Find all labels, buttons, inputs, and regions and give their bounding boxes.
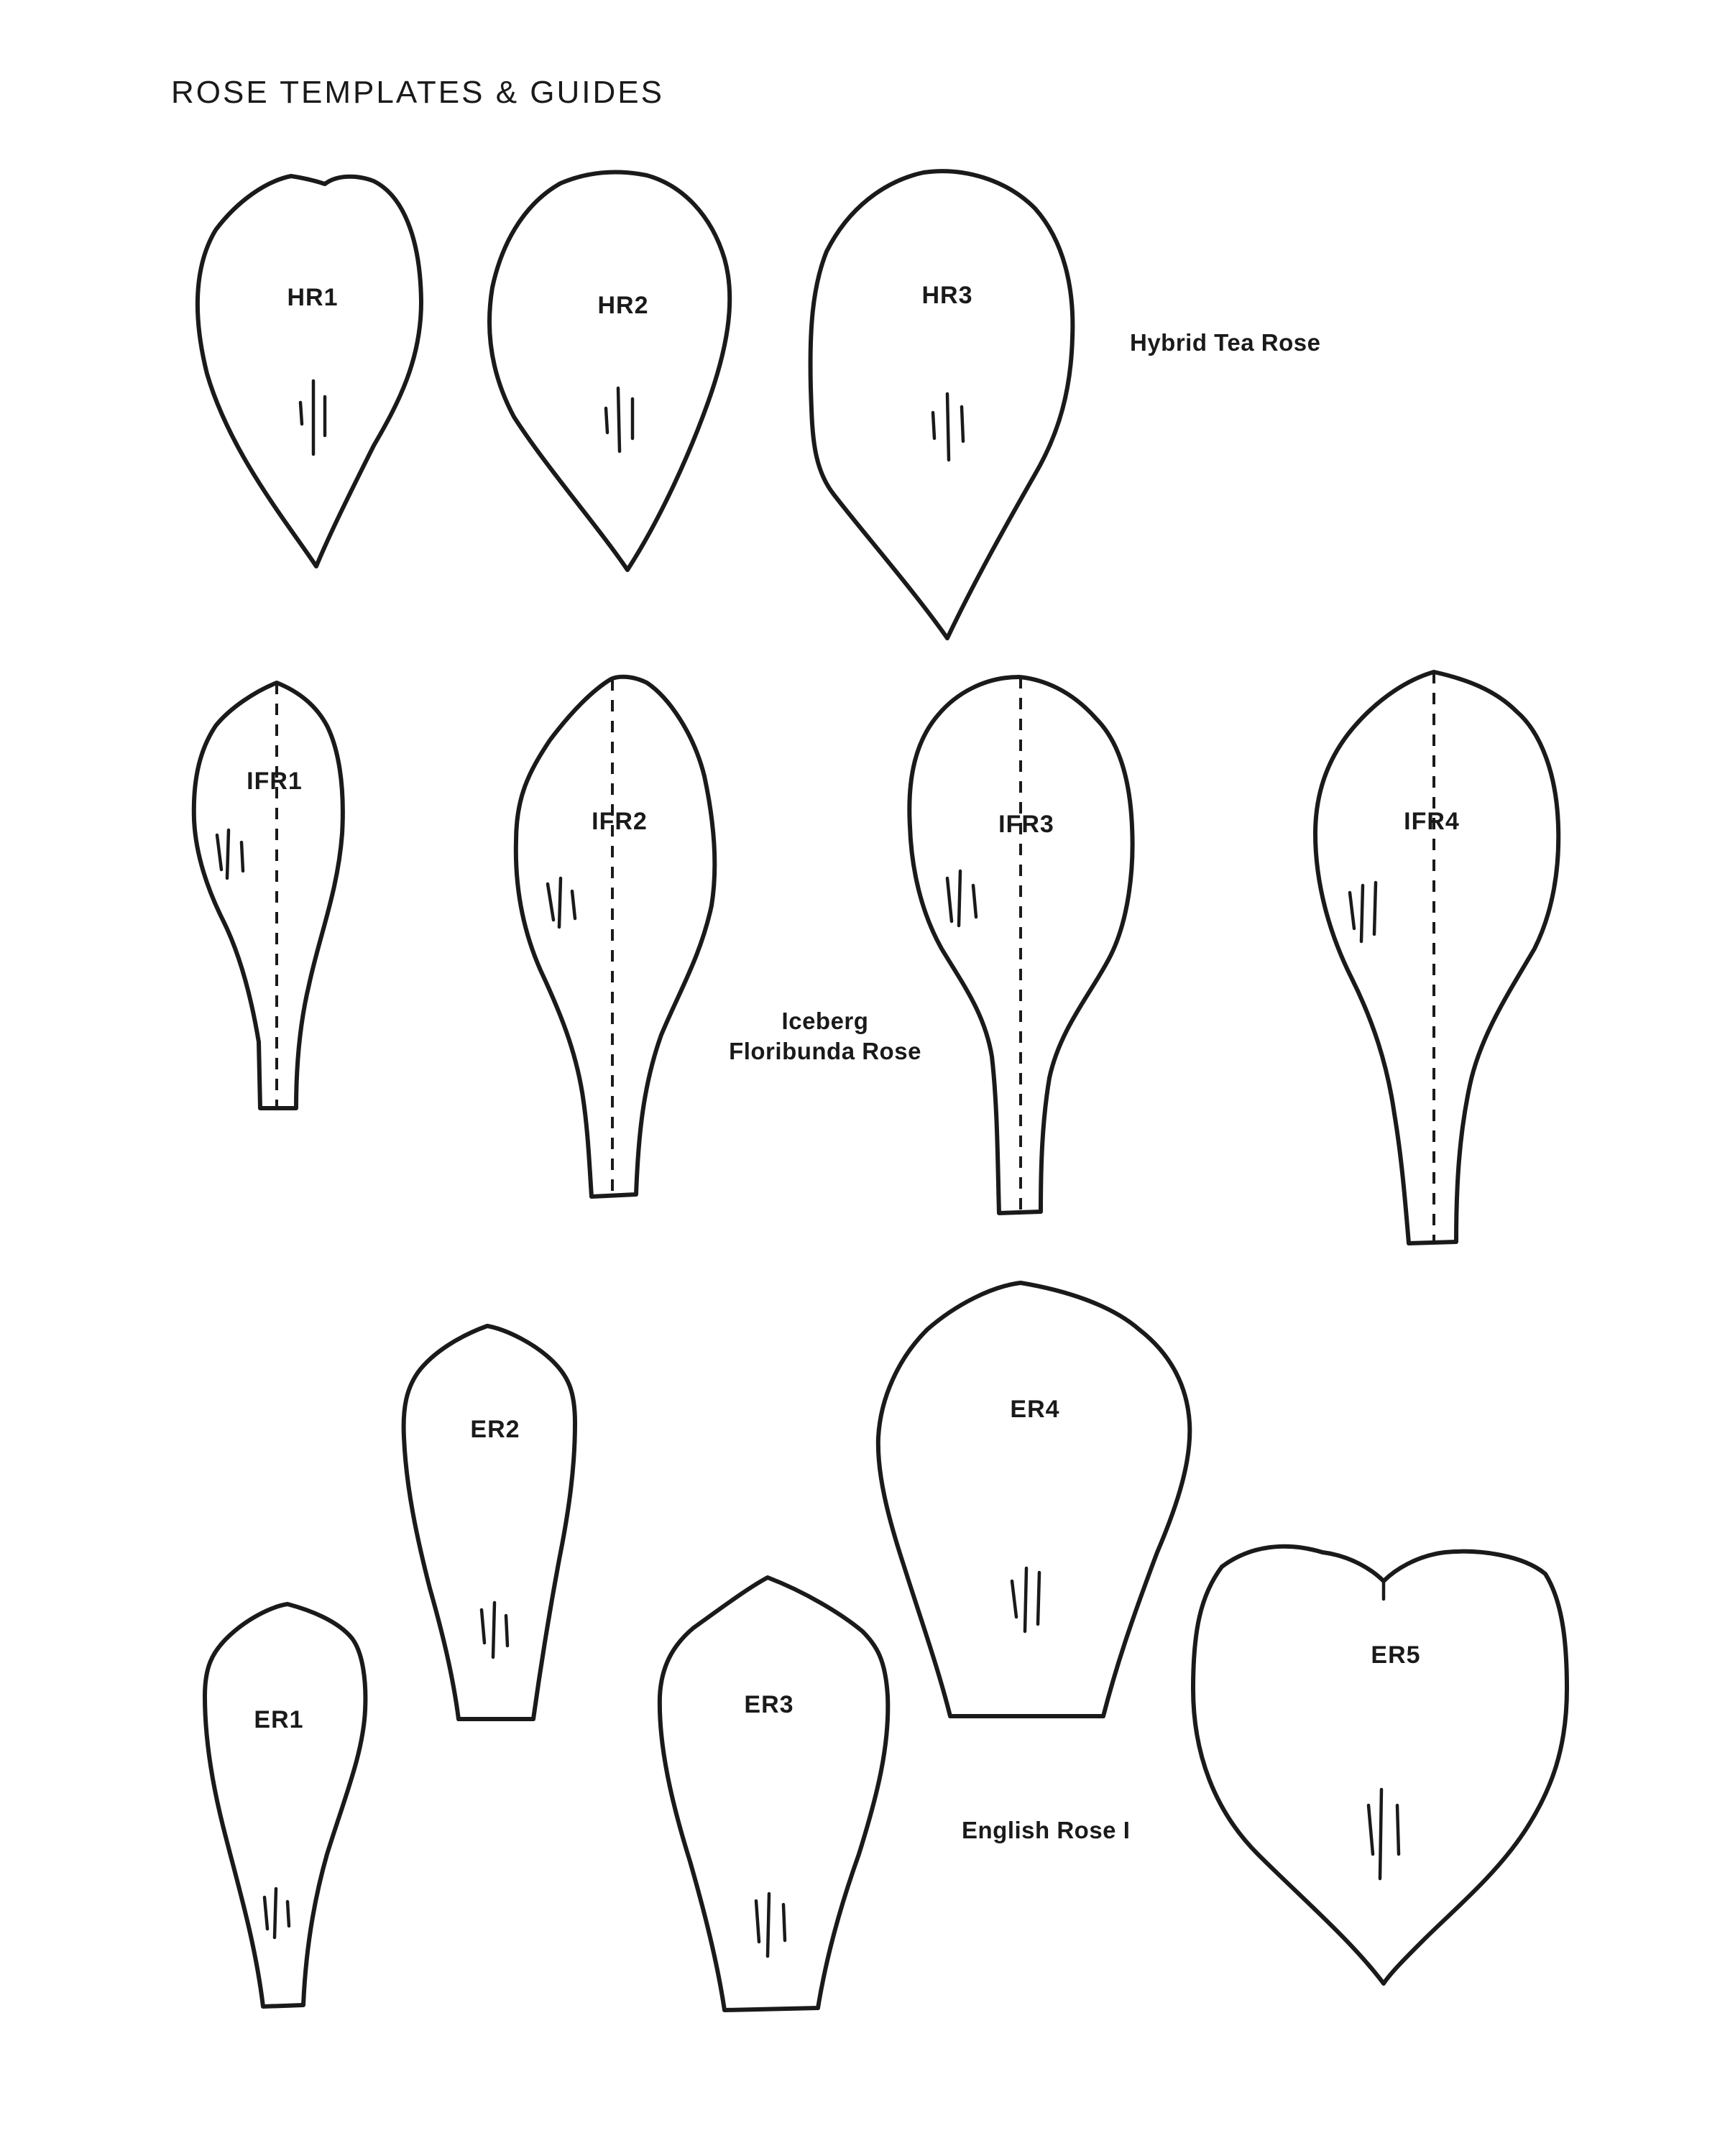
label-ifr1: IFR1 bbox=[247, 768, 303, 795]
petal-ifr3 bbox=[909, 677, 1132, 1213]
label-er2: ER2 bbox=[470, 1416, 520, 1443]
petal-ifr1 bbox=[194, 683, 343, 1108]
petal-hr2 bbox=[489, 172, 730, 570]
petal-hr1 bbox=[198, 176, 421, 566]
petal-er2 bbox=[404, 1326, 575, 1719]
label-ifr3: IFR3 bbox=[998, 811, 1054, 838]
page-title: ROSE TEMPLATES & GUIDES bbox=[171, 75, 664, 110]
label-er1: ER1 bbox=[254, 1706, 304, 1733]
petal-er4 bbox=[878, 1283, 1190, 1716]
petal-hr3 bbox=[811, 171, 1073, 638]
group-label-english-rose: English Rose I bbox=[962, 1817, 1131, 1843]
group-label-iceberg-line2: Floribunda Rose bbox=[729, 1038, 921, 1064]
label-hr3: HR3 bbox=[921, 282, 973, 309]
petal-er5 bbox=[1193, 1547, 1567, 1984]
label-ifr4: IFR4 bbox=[1404, 808, 1460, 835]
petal-er3 bbox=[660, 1577, 888, 2010]
label-hr1: HR1 bbox=[287, 284, 339, 311]
label-ifr2: IFR2 bbox=[592, 808, 648, 835]
petal-ifr4 bbox=[1315, 672, 1558, 1243]
petal-er1 bbox=[205, 1604, 365, 2007]
label-hr2: HR2 bbox=[597, 292, 649, 319]
label-er4: ER4 bbox=[1010, 1396, 1060, 1423]
label-er5: ER5 bbox=[1371, 1641, 1421, 1669]
group-label-iceberg-line1: Iceberg bbox=[781, 1008, 869, 1034]
label-er3: ER3 bbox=[744, 1691, 794, 1718]
petal-ifr2 bbox=[516, 677, 715, 1197]
group-label-hybrid-tea: Hybrid Tea Rose bbox=[1130, 329, 1321, 356]
